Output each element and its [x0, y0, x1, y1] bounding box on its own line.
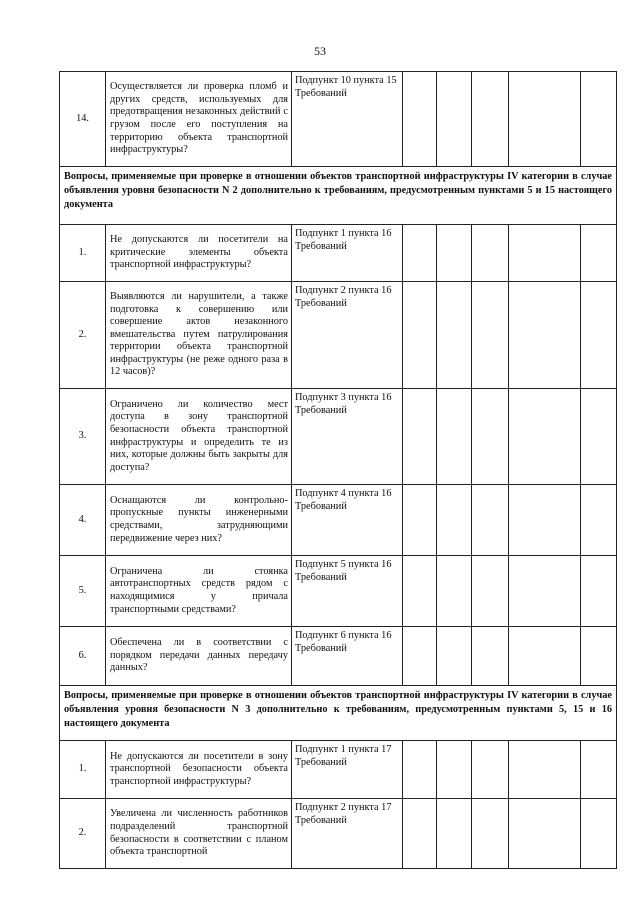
answer-cell	[472, 799, 509, 869]
answer-cell	[581, 556, 617, 627]
question-cell	[106, 282, 292, 389]
answer-cell	[437, 741, 472, 799]
answer-cell	[437, 72, 472, 167]
answer-cell	[581, 72, 617, 167]
table-row	[60, 556, 617, 627]
answer-cell	[437, 485, 472, 556]
section-row	[60, 167, 617, 225]
reference-cell: Подпункт 1 пункта 16 Требований	[292, 225, 403, 282]
answer-cell	[509, 389, 581, 485]
answer-cell	[403, 72, 437, 167]
question-cell	[106, 72, 292, 167]
row-number: 2.	[60, 282, 106, 389]
section-heading: Вопросы, применяемые при проверке в отношении объектов транспортной инфраструктуры IV категории в случае объявления уровня безопасности N 3 дополнительно к требованиям, предусмотренным пунктами 5, 15 и 16 настоящего документа	[60, 686, 617, 741]
answer-cell	[472, 741, 509, 799]
checklist-table	[59, 71, 617, 869]
answer-cell	[509, 72, 581, 167]
answer-cell	[437, 556, 472, 627]
row-number: 1.	[60, 741, 106, 799]
answer-cell	[437, 282, 472, 389]
question-text: Ограничено ли количество мест доступа в зону транспортной безопасности объекта транспортной инфраструктуры и определить те из них, которые должны быть закрыты для доступа?	[110, 398, 288, 473]
table-row	[60, 741, 617, 799]
question-cell	[106, 741, 292, 799]
question-cell	[106, 627, 292, 686]
page-number: 53	[314, 44, 326, 58]
row-number: 5.	[60, 556, 106, 627]
answer-cell	[472, 72, 509, 167]
answer-cell	[472, 485, 509, 556]
answer-cell	[437, 799, 472, 869]
answer-cell	[509, 799, 581, 869]
row-number: 1.	[60, 225, 106, 282]
reference-cell: Подпункт 5 пункта 16 Требований	[292, 556, 403, 627]
question-text: Не допускаются ли посетители в зону транспортной безопасности объекта транспортной инфраструктуры?	[110, 750, 288, 787]
table-row	[60, 72, 617, 167]
question-text: Оснащаются ли контрольно-пропускные пункты инженерными средствами, затрудняющими передвижение через них?	[110, 494, 288, 544]
answer-cell	[403, 556, 437, 627]
answer-cell	[581, 741, 617, 799]
table-row	[60, 225, 617, 282]
table-row	[60, 282, 617, 389]
answer-cell	[472, 225, 509, 282]
answer-cell	[509, 741, 581, 799]
reference-cell: Подпункт 6 пункта 16 Требований	[292, 627, 403, 686]
answer-cell	[403, 282, 437, 389]
question-text: Выявляются ли нарушители, а также подготовка к совершению или совершение актов незаконного вмешательства путем патрулирования территории объекта транспортной инфраструктуры (не реже одного раза в 12 часов)?	[110, 290, 288, 378]
answer-cell	[403, 799, 437, 869]
answer-cell	[509, 485, 581, 556]
answer-cell	[581, 389, 617, 485]
table-row	[60, 485, 617, 556]
answer-cell	[581, 799, 617, 869]
question-cell	[106, 485, 292, 556]
reference-cell: Подпункт 3 пункта 16 Требований	[292, 389, 403, 485]
answer-cell	[403, 627, 437, 686]
row-number: 14.	[60, 72, 106, 167]
answer-cell	[509, 556, 581, 627]
table-row	[60, 389, 617, 485]
question-cell	[106, 556, 292, 627]
row-number: 2.	[60, 799, 106, 869]
answer-cell	[437, 225, 472, 282]
answer-cell	[472, 556, 509, 627]
answer-cell	[581, 282, 617, 389]
answer-cell	[509, 225, 581, 282]
answer-cell	[581, 225, 617, 282]
answer-cell	[472, 627, 509, 686]
question-text: Ограничена ли стоянка автотранспортных средств рядом с находящимися у причала транспортными средствами?	[110, 565, 288, 615]
reference-cell: Подпункт 1 пункта 17 Требований	[292, 741, 403, 799]
section-heading: Вопросы, применяемые при проверке в отношении объектов транспортной инфраструктуры IV категории в случае объявления уровня безопасности N 2 дополнительно к требованиям, предусмотренным пунктами 5 и 15 настоящего документа	[60, 167, 617, 225]
answer-cell	[403, 225, 437, 282]
answer-cell	[403, 485, 437, 556]
section-row	[60, 686, 617, 741]
reference-cell: Подпункт 4 пункта 16 Требований	[292, 485, 403, 556]
answer-cell	[509, 282, 581, 389]
reference-cell: Подпункт 2 пункта 16 Требований	[292, 282, 403, 389]
answer-cell	[437, 627, 472, 686]
reference-cell: Подпункт 10 пункта 15 Требований	[292, 72, 403, 167]
question-cell	[106, 799, 292, 869]
table-row	[60, 799, 617, 869]
question-text: Обеспечена ли в соответствии с порядком передачи данных передачу данных?	[110, 637, 288, 674]
row-number: 6.	[60, 627, 106, 686]
question-cell	[106, 225, 292, 282]
answer-cell	[472, 282, 509, 389]
answer-cell	[437, 389, 472, 485]
row-number: 3.	[60, 389, 106, 485]
reference-cell: Подпункт 2 пункта 17 Требований	[292, 799, 403, 869]
answer-cell	[581, 627, 617, 686]
answer-cell	[472, 389, 509, 485]
question-cell	[106, 389, 292, 485]
answer-cell	[403, 741, 437, 799]
question-text: Увеличена ли численность работников подразделений транспортной безопасности в соответствии с планом объекта транспортной	[110, 808, 288, 858]
answer-cell	[581, 485, 617, 556]
question-text: Не допускаются ли посетители на критические элементы объекта транспортной инфраструктуры?	[110, 234, 288, 271]
question-text: Осуществляется ли проверка пломб и других средств, используемых для предотвращения незаконных действий с грузом после его поступления на территорию объекта транспортной инфраструктуры?	[110, 81, 288, 156]
answer-cell	[403, 389, 437, 485]
table-row	[60, 627, 617, 686]
row-number: 4.	[60, 485, 106, 556]
answer-cell	[509, 627, 581, 686]
